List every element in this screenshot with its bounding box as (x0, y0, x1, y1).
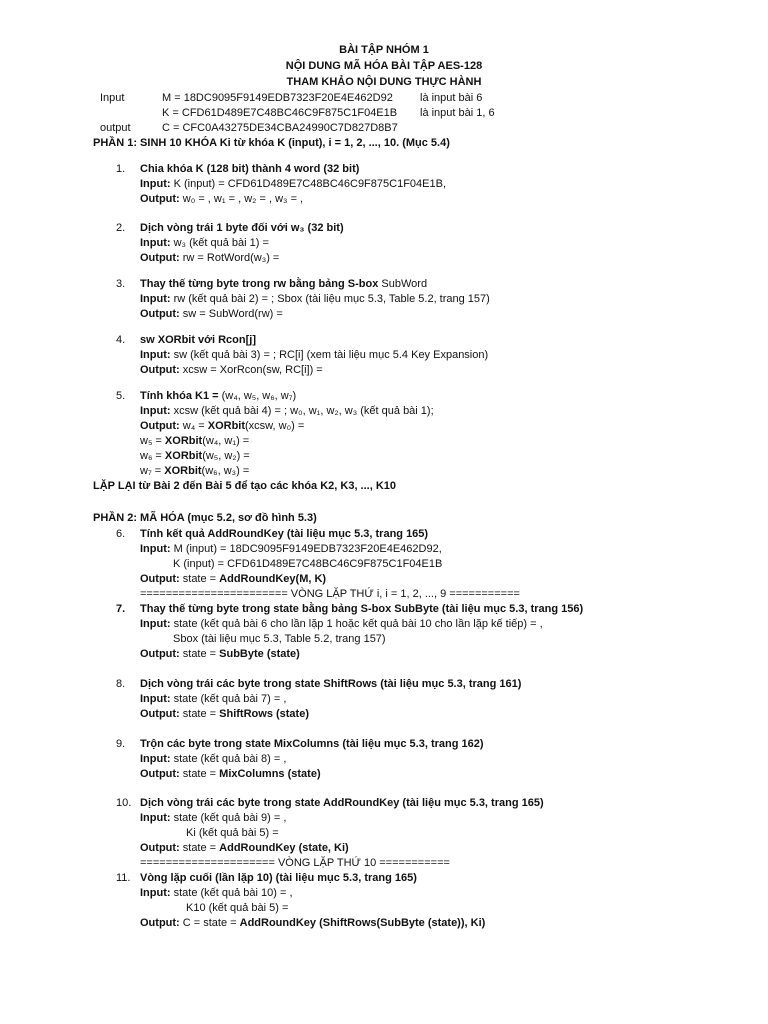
step4-number: 4. (116, 334, 126, 346)
step7-input: Input: state (kết quả bài 6 cho lần lặp 1 hoặc kết quả bài 10 cho lần lặp kế tiếp) = , (140, 618, 543, 630)
step10-title: Dịch vòng trái các byte trong state AddRoundKey (tài liệu mục 5.3, trang 165) (140, 797, 544, 809)
step5-w6: w₆ = XORbit(w₅, w₂) = (140, 450, 250, 462)
doc-reference: THAM KHẢO NỘI DUNG THỰC HÀNH (286, 76, 482, 88)
key-note: là input bài 1, 6 (420, 107, 495, 119)
part1-heading: PHẦN 1: SINH 10 KHÓA Ki từ khóa K (input), i = 1, 2, ..., 10. (Mục 5.4) (93, 137, 450, 149)
doc-title: BÀI TẬP NHÓM 1 (339, 44, 429, 56)
step5-output-w4: Output: w₄ = XORbit(xcsw, w₀) = (140, 420, 305, 432)
step11-number: 11. (116, 872, 131, 884)
step5-title: Tính khóa K1 = (w₄, w₅, w₆, w₇) (140, 390, 297, 402)
step2-number: 2. (116, 222, 126, 234)
step8-title: Dịch vòng trái các byte trong state ShiftRows (tài liệu mục 5.3, trang 161) (140, 678, 522, 690)
step8-input: Input: state (kết quả bài 7) = , (140, 693, 287, 705)
step10-output: Output: state = AddRoundKey (state, Ki) (140, 842, 349, 854)
doc-subtitle: NỘI DUNG MÃ HÓA BÀI TẬP AES-128 (285, 60, 483, 72)
step10-input: Input: state (kết quả bài 9) = , (140, 812, 287, 824)
step5-w5: w₅ = XORbit(w₄, w₁) = (140, 435, 250, 447)
loop-separator-1: ======================= VÒNG LẶP THỨ i, i = 1, 2, ..., 9 =========== (140, 588, 520, 600)
step6-title: Tính kết quả AddRoundKey (tài liệu mục 5.3, trang 165) (140, 528, 429, 540)
step2-input: Input: w₃ (kết quả bài 1) = (140, 237, 269, 249)
step11-title: Vòng lặp cuối (lần lặp 10) (tài liệu mục 5.3, trang 165) (140, 872, 417, 884)
step4-output: Output: xcsw = XorRcon(sw, RC[i]) = (140, 364, 323, 376)
step6-input-key: K (input) = CFD61D489E7C48BC46C9F875C1F04E1B (173, 558, 443, 570)
repeat-note: LẶP LẠI từ Bài 2 đến Bài 5 để tạo các khóa K2, K3, ..., K10 (93, 480, 397, 492)
step4-title: sw XORbit với Rcon[j] (140, 334, 256, 346)
message-note: là input bài 6 (420, 92, 483, 104)
message-value: M = 18DC9095F9149EDB7323F20E4E462D92 (162, 92, 393, 104)
input-label: Input (100, 92, 125, 104)
step9-input: Input: state (kết quả bài 8) = , (140, 753, 287, 765)
step3-title: Thay thế từng byte trong rw bằng bảng S-box SubWord (140, 278, 428, 290)
step5-input: Input: xcsw (kết quả bài 4) = ; w₀, w₁, w₂, w₃ (kết quả bài 1); (140, 405, 434, 417)
step1-title: Chia khóa K (128 bit) thành 4 word (32 bit) (140, 163, 360, 175)
step9-title: Trộn các byte trong state MixColumns (tài liệu mục 5.3, trang 162) (140, 738, 484, 750)
step4-input: Input: sw (kết quả bài 3) = ; RC[i] (xem tài liệu mục 5.4 Key Expansion) (140, 349, 489, 361)
output-label: output (100, 122, 131, 134)
step11-input-key: K10 (kết quả bài 5) = (186, 902, 289, 914)
step6-number: 6. (116, 528, 126, 540)
step8-output: Output: state = ShiftRows (state) (140, 708, 309, 720)
step10-input-key: Ki (kết quả bài 5) = (186, 827, 279, 839)
step1-output: Output: w₀ = , w₁ = , w₂ = , w₃ = , (140, 193, 304, 205)
step3-input: Input: rw (kết quả bài 2) = ; Sbox (tài liệu mục 5.3, Table 5.2, trang 157) (140, 293, 490, 305)
step11-input: Input: state (kết quả bài 10) = , (140, 887, 293, 899)
step2-output: Output: rw = RotWord(w₃) = (140, 252, 280, 264)
step3-output: Output: sw = SubWord(rw) = (140, 308, 283, 320)
step11-output: Output: C = state = AddRoundKey (ShiftRows(SubByte (state)), Ki) (140, 917, 486, 929)
step6-input: Input: M (input) = 18DC9095F9149EDB7323F20E4E462D92, (140, 543, 442, 555)
step7-input-sbox: Sbox (tài liệu mục 5.3, Table 5.2, trang 157) (173, 633, 386, 645)
step1-input: Input: K (input) = CFD61D489E7C48BC46C9F875C1F04E1B, (140, 178, 446, 190)
step3-number: 3. (116, 278, 126, 290)
step10-number: 10. (116, 797, 132, 809)
step7-title: Thay thế từng byte trong state bằng bảng S-box SubByte (tài liệu mục 5.3, trang 156) (140, 603, 584, 615)
step5-number: 5. (116, 390, 126, 402)
step8-number: 8. (116, 678, 126, 690)
step9-number: 9. (116, 738, 126, 750)
loop-separator-2: ===================== VÒNG LẶP THỨ 10 =========== (140, 857, 450, 869)
step1-number: 1. (116, 163, 126, 175)
key-value: K = CFD61D489E7C48BC46C9F875C1F04E1B (162, 107, 398, 119)
step9-output: Output: state = MixColumns (state) (140, 768, 321, 780)
step2-title: Dịch vòng trái 1 byte đối với w₃ (32 bit) (140, 222, 344, 234)
step5-w7: w₇ = XORbit(w₆, w₃) = (140, 465, 250, 477)
part2-heading: PHẦN 2: MÃ HÓA (mục 5.2, sơ đồ hình 5.3) (93, 512, 317, 524)
ciphertext-value: C = CFC0A43275DE34CBA24990C7D827D8B7 (162, 122, 398, 134)
step7-number: 7. (116, 603, 126, 615)
step6-output: Output: state = AddRoundKey(M, K) (140, 573, 327, 585)
step7-output: Output: state = SubByte (state) (140, 648, 300, 660)
